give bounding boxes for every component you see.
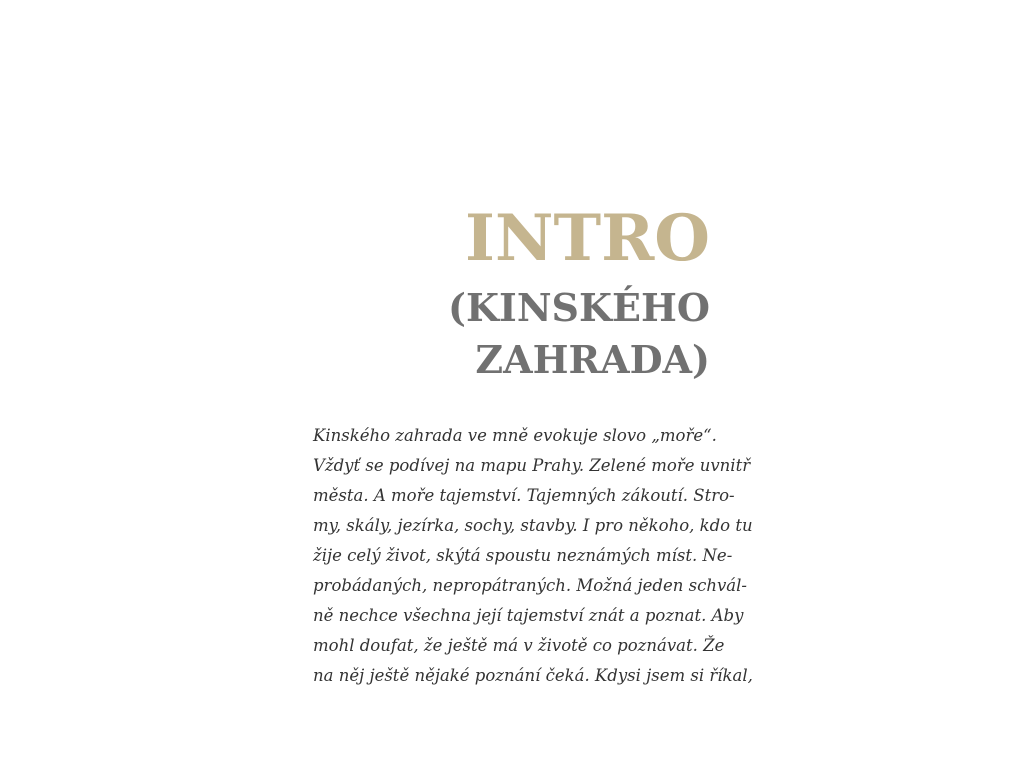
- paragraph-line: Kinského zahrada ve mně evokuje slovo „moře“.: [313, 426, 717, 445]
- paragraph-line: mohl doufat, že ještě má v životě co poznávat. Že: [313, 636, 725, 655]
- page-title: INTRO: [465, 201, 710, 276]
- paragraph-line: žije celý život, skýtá spoustu neznámých míst. Ne-: [313, 546, 733, 565]
- subtitle-line-2: ZAHRADA): [475, 337, 710, 382]
- paragraph-line: my, skály, jezírka, sochy, stavby. I pro někoho, kdo tu: [313, 516, 753, 535]
- heading-block: [440, 196, 710, 386]
- paragraph-line: probádaných, nepropátraných. Možná jeden schvál-: [313, 576, 747, 595]
- paragraph-line: města. A moře tajemství. Tajemných zákoutí. Stro-: [313, 486, 735, 505]
- paragraph-line: ně nechce všechna její tajemství znát a poznat. Aby: [313, 606, 744, 625]
- paragraph-line: Vždyť se podívej na mapu Prahy. Zelené moře uvnitř: [313, 456, 751, 475]
- body-paragraph: [313, 421, 753, 691]
- subtitle-line-1: (KINSKÉHO: [448, 285, 710, 330]
- paragraph-line: na něj ještě nějaké poznání čeká. Kdysi jsem si říkal,: [313, 666, 753, 685]
